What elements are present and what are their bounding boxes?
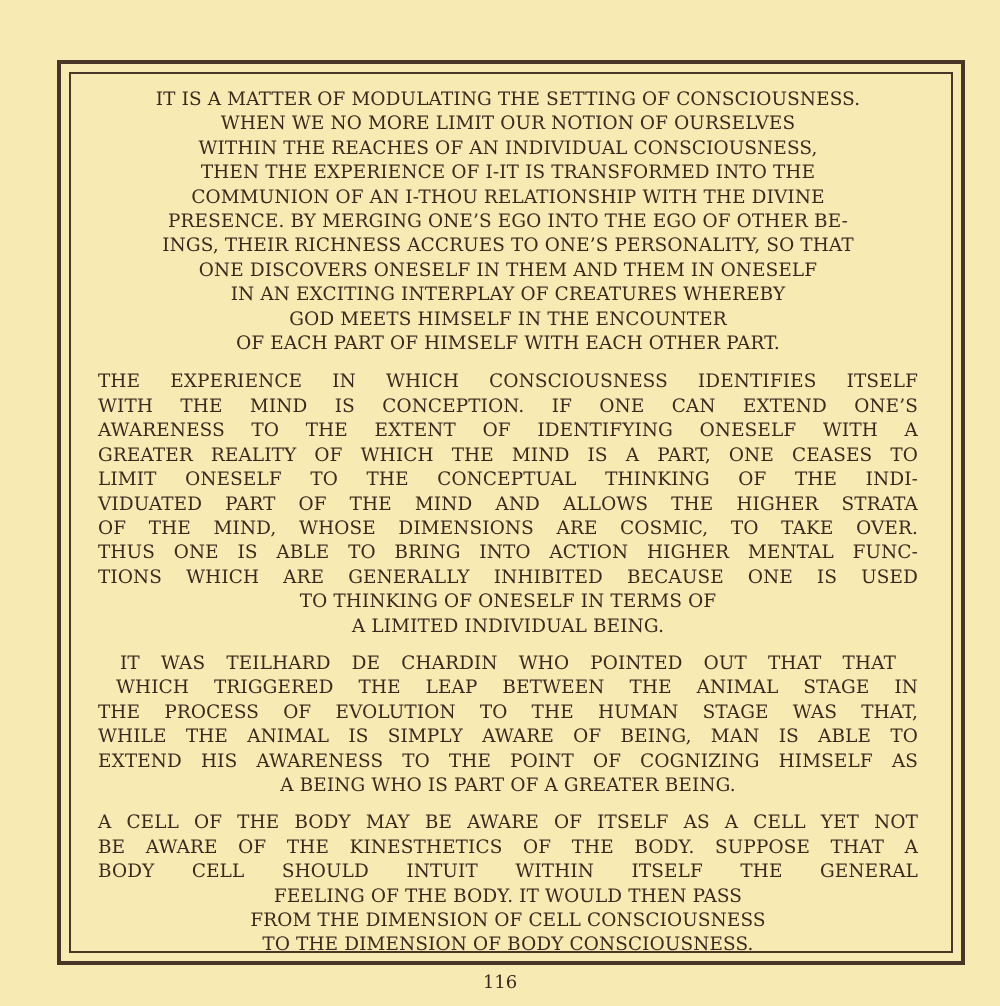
text-line: THUS ONE IS ABLE TO BRING INTO ACTION HIGHER MENTAL FUNC- bbox=[98, 542, 918, 564]
text-line: LIMIT ONESELF TO THE CONCEPTUAL THINKING OF THE INDI- bbox=[98, 469, 918, 491]
text-line: BODY CELL SHOULD INTUIT WITHIN ITSELF THE GENERAL bbox=[98, 861, 918, 883]
text-line: OF EACH PART OF HIMSELF WITH EACH OTHER PART. bbox=[236, 333, 780, 355]
text-line: WITHIN THE REACHES OF AN INDIVIDUAL CONSCIOUSNESS, bbox=[198, 137, 818, 159]
text-line: PRESENCE. BY MERGING ONE’S EGO INTO THE EGO OF OTHER BE- bbox=[168, 211, 848, 233]
text-line: WHEN WE NO MORE LIMIT OUR NOTION OF OURSELVES bbox=[220, 113, 796, 135]
text-line: OF THE MIND, WHOSE DIMENSIONS ARE COSMIC, TO TAKE OVER. bbox=[98, 517, 918, 539]
text-line: IN AN EXCITING INTERPLAY OF CREATURES WHEREBY bbox=[230, 284, 786, 306]
text-line: WITH THE MIND IS CONCEPTION. IF ONE CAN EXTEND ONE’S bbox=[98, 395, 918, 417]
text-line: WHILE THE ANIMAL IS SIMPLY AWARE OF BEING, MAN IS ABLE TO bbox=[98, 726, 918, 748]
text-line: GREATER REALITY OF WHICH THE MIND IS A PART, ONE CEASES TO bbox=[98, 444, 918, 466]
paragraph-4 bbox=[98, 811, 918, 957]
text-block bbox=[98, 88, 918, 956]
text-line: TO THINKING OF ONESELF IN TERMS OF bbox=[299, 591, 717, 613]
paragraph-1 bbox=[98, 88, 918, 356]
text-line: FROM THE DIMENSION OF CELL CONSCIOUSNESS bbox=[250, 910, 766, 931]
text-line: TIONS WHICH ARE GENERALLY INHIBITED BECAUSE ONE IS USED bbox=[98, 566, 918, 588]
text-line: TO THE DIMENSION OF BODY CONSCIOUSNESS. bbox=[262, 934, 754, 956]
text-line: A BEING WHO IS PART OF A GREATER BEING. bbox=[280, 774, 736, 796]
text-line: EXTEND HIS AWARENESS TO THE POINT OF COGNIZING HIMSELF AS bbox=[98, 750, 918, 772]
text-line: THEN THE EXPERIENCE OF I-IT IS TRANSFORMED INTO THE bbox=[200, 162, 816, 184]
text-line: VIDUATED PART OF THE MIND AND ALLOWS THE HIGHER STRATA bbox=[98, 493, 918, 515]
text-line: IT WAS TEILHARD DE CHARDIN WHO POINTED OUT THAT THAT bbox=[120, 652, 896, 674]
text-line: WHICH TRIGGERED THE LEAP BETWEEN THE ANIMAL STAGE IN bbox=[116, 677, 918, 699]
text-line: COMMUNION OF AN I-THOU RELATIONSHIP WITH THE DIVINE bbox=[191, 186, 825, 208]
page-number: 116 bbox=[482, 972, 518, 993]
text-line: AWARENESS TO THE EXTENT OF IDENTIFYING ONESELF WITH A bbox=[98, 420, 918, 442]
text-line: IT IS A MATTER OF MODULATING THE SETTING OF CONSCIOUSNESS. bbox=[155, 89, 861, 110]
paragraph-3 bbox=[98, 652, 918, 798]
text-line: INGS, THEIR RICHNESS ACCRUES TO ONE’S PERSONALITY, SO THAT bbox=[162, 235, 854, 257]
text-line: THE EXPERIENCE IN WHICH CONSCIOUSNESS IDENTIFIES ITSELF bbox=[98, 371, 918, 393]
text-line: BE AWARE OF THE KINESTHETICS OF THE BODY. SUPPOSE THAT A bbox=[98, 836, 918, 858]
text-line: FEELING OF THE BODY. IT WOULD THEN PASS bbox=[273, 885, 743, 907]
text-line: GOD MEETS HIMSELF IN THE ENCOUNTER bbox=[289, 308, 727, 330]
paragraph-2 bbox=[98, 370, 918, 638]
text-line: THE PROCESS OF EVOLUTION TO THE HUMAN STAGE WAS THAT, bbox=[98, 701, 918, 723]
text-line: A LIMITED INDIVIDUAL BEING. bbox=[351, 615, 665, 637]
text-line: ONE DISCOVERS ONESELF IN THEM AND THEM IN ONESELF bbox=[198, 259, 818, 281]
text-line: A CELL OF THE BODY MAY BE AWARE OF ITSELF AS A CELL YET NOT bbox=[98, 812, 918, 834]
